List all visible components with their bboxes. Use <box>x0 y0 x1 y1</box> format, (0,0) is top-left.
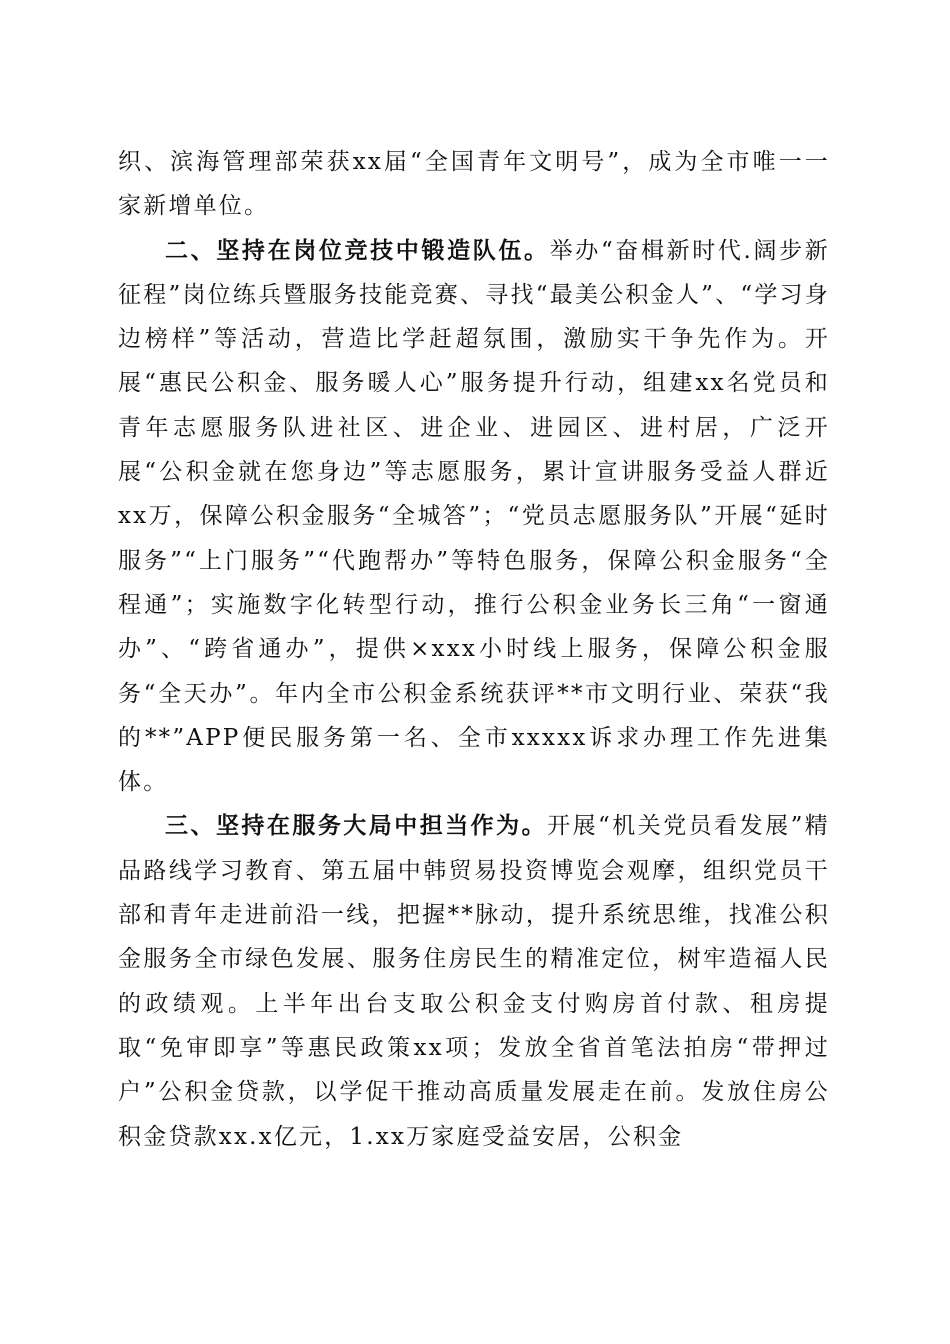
paragraph-section-three <box>118 804 830 1158</box>
paragraph-body: 开展“机关党员看发展”精品路线学习教育、第五届中韩贸易投资博览会观摩，组织党员干部和青年走进前沿一线，把握**脉动，提升系统思维，找准公积金服务全市绿色发展、服务住房民生的精准定位，树牢造福人民的政绩观。上半年出台支取公积金支付购房首付款、租房提取“免审即享”等惠民政策xx项；发放全省首笔法拍房“带押过户”公积金贷款，以学促干推动高质量发展走在前。发放住房公积金贷款xx.x亿元，1.xx万家庭受益安居，公积金 <box>118 813 831 1150</box>
paragraph-body: 织、滨海管理部荣获xx届“全国青年文明号”，成为全市唯一一家新增单位。 <box>118 149 830 220</box>
section-heading: 二、坚持在岗位竞技中锻造队伍。 <box>165 237 550 264</box>
paragraph-body: 举办“奋楫新时代.阔步新征程”岗位练兵暨服务技能竞赛、寻找“最美公积金人”、“学习身边榜样”等活动，营造比学赶超氛围，激励实干争先作为。开展“惠民公积金、服务暖人心”服务提升行动，组建xx名党员和青年志愿服务队进社区、进企业、进园区、进村居，广泛开展“公积金就在您身边”等志愿服务，累计宣讲服务受益人群近xx万，保障公积金服务“全城答”；“党员志愿服务队”开展“延时服务”“上门服务”“代跑帮办”等特色服务，保障公积金服务“全程通”；实施数字化转型行动，推行公积金业务长三角“一窗通办”、“跨省通办”，提供×xxx小时线上服务，保障公积金服务“全天办”。年内全市公积金系统获评**市文明行业、荣获“我的**”APP便民服务第一名、全市xxxxx诉求办理工作先进集体。 <box>118 237 830 796</box>
paragraph-continuation <box>118 140 830 229</box>
document-page <box>118 140 830 1159</box>
paragraph-section-two <box>118 229 830 805</box>
section-heading: 三、坚持在服务大局中担当作为。 <box>165 813 548 840</box>
